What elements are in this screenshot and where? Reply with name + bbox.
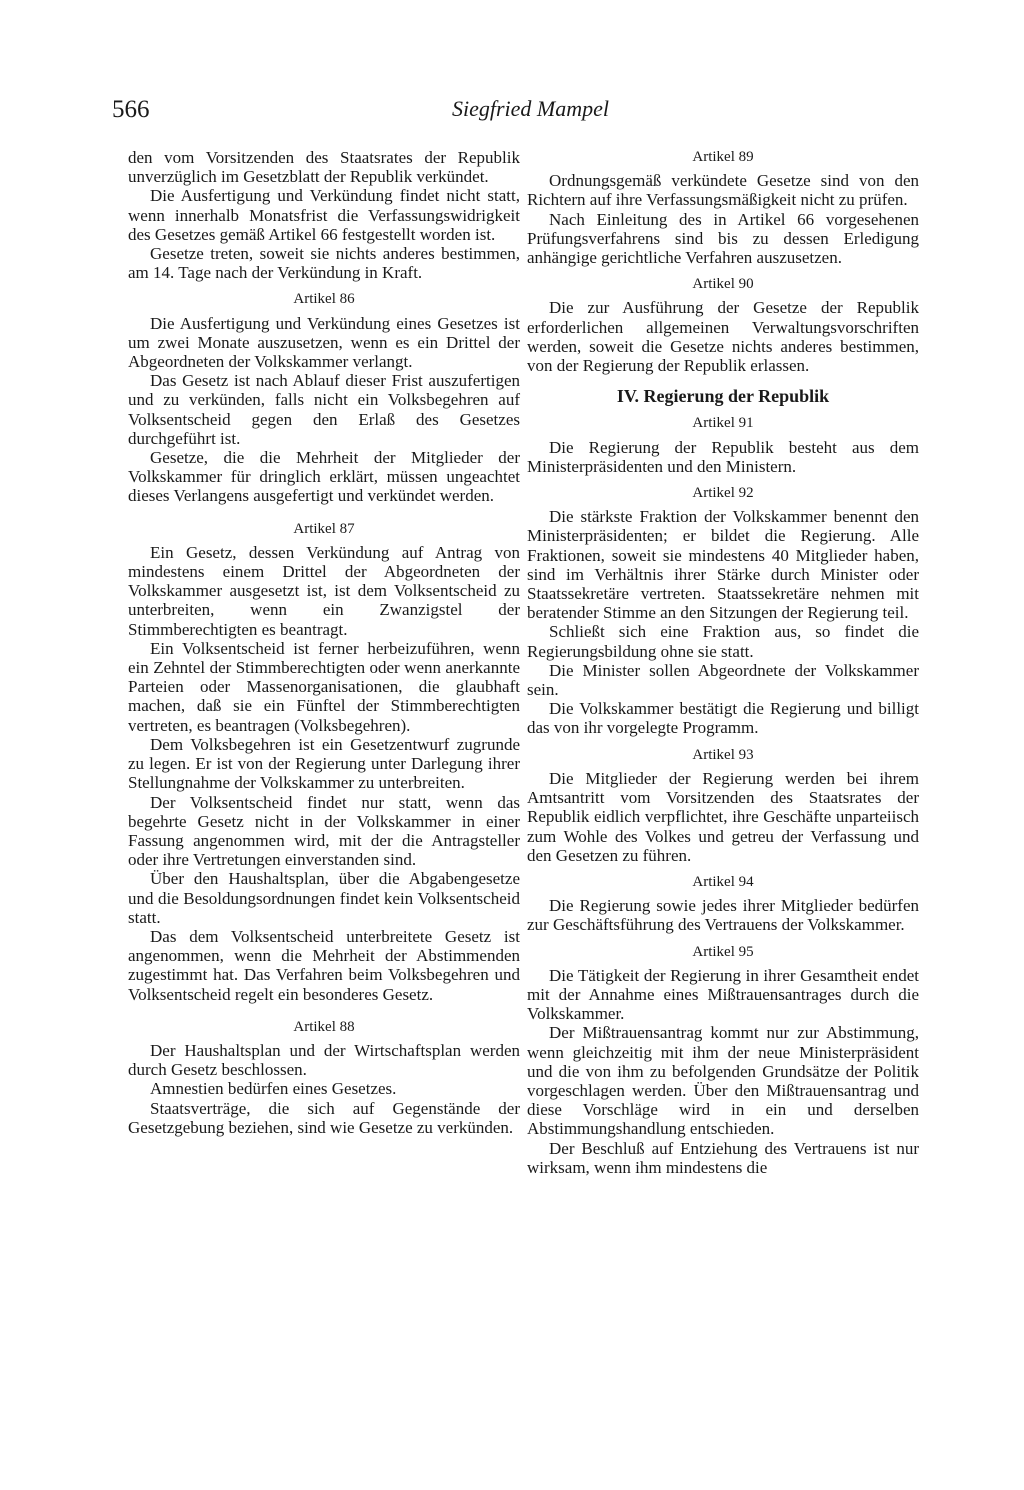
article-heading: Artikel 86 [293, 291, 355, 308]
paragraph: Der Volksentscheid findet nur statt, wenn das begehrte Gesetz nicht in der Volkskammer in einer Fassung angenommen wird, mit der die Antragsteller oder ihre Vertretungen einverstanden sind. [128, 792, 520, 870]
right-column [527, 148, 919, 1177]
paragraph: den vom Vorsitzenden des Staatsrates der Republik unverzüglich im Gesetzblatt der Republik verkündet. [128, 148, 520, 187]
article-heading: Artikel 89 [692, 149, 754, 165]
left-column [128, 148, 520, 1137]
paragraph: Der Beschluß auf Entziehung des Vertrauens ist nur wirksam, wenn ihm mindestens die [527, 1138, 919, 1177]
paragraph: Die Mitglieder der Regierung werden bei ihrem Amtsantritt vom Vorsitzenden des Staatsrates der Republik eidlich verpflichtet, ihre Geschäfte unparteiisch zum Wohle des Volkes und getreu der Verfassung und den Gesetzen zu führen. [527, 768, 919, 865]
paragraph: Die Regierung sowie jedes ihrer Mitglieder bedürfen zur Geschäftsführung des Vertrauens der Volkskammer. [527, 896, 919, 935]
paragraph: Ein Gesetz, dessen Verkündung auf Antrag von mindestens einem Drittel der Abgeordneten der Volkskammer ausgesetzt ist, ist dem Volksentscheid zu unterbreiten, wenn ein Zwanzigstel der Stimmberechtigten es beantragt. [128, 542, 520, 639]
paragraph: Die Regierung der Republik besteht aus dem Ministerpräsidenten und den Ministern. [527, 437, 919, 476]
page-number: 566 [112, 96, 150, 123]
paragraph: Die stärkste Fraktion der Volkskammer benennt den Ministerpräsidenten; er bildet die Regierung. Alle Fraktionen, soweit sie mindestens 40 Mitglieder haben, sind im Verhältnis ihrer Stärke durch Minister oder Staatssekretäre vertreten. Staatssekretäre nehmen mit beratender Stimme an den Sitzungen der Regierung teil. [527, 507, 919, 623]
paragraph: Über den Haushaltsplan, über die Abgabengesetze und die Besoldungsordnungen findet kein Volksentscheid statt. [128, 869, 520, 927]
paragraph: Ordnungsgemäß verkündete Gesetze sind von den Richtern auf ihre Verfassungsmäßigkeit nicht zu prüfen. [527, 171, 919, 210]
article-heading: Artikel 87 [293, 520, 355, 537]
paragraph: Der Haushaltsplan und der Wirtschaftsplan werden durch Gesetz beschlossen. [128, 1040, 520, 1080]
paragraph: Staatsverträge, die sich auf Gegenstände der Gesetzgebung beziehen, sind wie Gesetze zu verkünden. [128, 1098, 520, 1137]
paragraph: Dem Volksbegehren ist ein Gesetzentwurf zugrunde zu legen. Er ist von der Regierung unter Darlegung ihrer Stellungnahme der Volkskammer zu unterbreiten. [128, 734, 520, 793]
paragraph: Das dem Volksentscheid unterbreitete Gesetz ist angenommen, wenn die Mehrheit der Abstimmenden zugestimmt hat. Das Verfahren beim Volksbegehren und Volksentscheid regelt ein besonderes Gesetz. [128, 926, 520, 1004]
paragraph: Der Mißtrauensantrag kommt nur zur Abstimmung, wenn gleichzeitig mit ihm der neue Ministerpräsident und die von ihm zu befolgenden Grundsätze der Politik vorgeschlagen werden. Über den Mißtrauensantrag und diese Vorschläge wird in ein und derselben Abstimmungshandlung entschieden. [527, 1023, 919, 1139]
paragraph: Die Minister sollen Abgeordnete der Volkskammer sein. [527, 660, 919, 700]
paragraph: Schließt sich eine Fraktion aus, so findet die Regierungsbildung ohne sie statt. [527, 622, 919, 661]
article-heading: Artikel 93 [692, 746, 754, 763]
article-heading: Artikel 88 [293, 1018, 355, 1035]
paragraph: Die Tätigkeit der Regierung in ihrer Gesamtheit endet mit der Annahme eines Mißtrauensantrages durch die Volkskammer. [527, 965, 919, 1024]
paragraph: Gesetze, die die Mehrheit der Mitglieder der Volkskammer für dringlich erklärt, müssen ungeachtet dieses Verlangens ausgefertigt und verkündet werden. [128, 448, 520, 506]
article-heading: Artikel 91 [692, 415, 754, 432]
paragraph: Die Ausfertigung und Verkündung findet nicht statt, wenn innerhalb Monatsfrist die Verfassungswidrigkeit des Gesetzes gemäß Artikel 66 festgestellt worden ist. [128, 186, 520, 244]
article-heading: Artikel 92 [692, 485, 754, 502]
paragraph: Die Ausfertigung und Verkündung eines Gesetzes ist um zwei Monate auszusetzen, wenn es ein Drittel der Abgeordneten der Volkskammer verlangt. [128, 313, 520, 372]
article-heading: Artikel 90 [692, 276, 754, 293]
paragraph: Die zur Ausführung der Gesetze der Republik erforderlichen allgemeinen Verwaltungsvorschriften werden, soweit die Gesetze nichts anderes bestimmen, von der Regierung der Republik erlassen. [527, 298, 919, 376]
article-heading: Artikel 95 [692, 943, 754, 960]
paragraph: Das Gesetz ist nach Ablauf dieser Frist auszufertigen und zu verkünden, falls nicht ein Volksbegehren auf Volksentscheid gegen den Erlaß des Gesetzes durchgeführt ist. [128, 371, 520, 448]
paragraph: Ein Volksentscheid ist ferner herbeizuführen, wenn ein Zehntel der Stimmberechtigten oder wenn anerkannte Parteien oder Massenorganisationen, die glaubhaft machen, daß sie ein Fünftel der Stimmberechtigten vertreten, es beantragen (Volksbegehren). [128, 638, 520, 735]
running-head: Siegfried Mampel [452, 96, 610, 121]
paragraph: Gesetze treten, soweit sie nichts anderes bestimmen, am 14. Tage nach der Verkündung in Kraft. [128, 244, 520, 283]
paragraph: Amnestien bedürfen eines Gesetzes. [150, 1079, 397, 1099]
paragraph: Die Volkskammer bestätigt die Regierung und billigt das von ihr vorgelegte Programm. [527, 699, 919, 738]
section-heading: IV. Regierung der Republik [616, 386, 830, 407]
article-heading: Artikel 94 [692, 873, 754, 890]
paragraph: Nach Einleitung des in Artikel 66 vorgesehenen Prüfungsverfahrens sind bis zu dessen Erledigung anhängige gerichtliche Verfahren auszusetzen. [527, 209, 919, 268]
